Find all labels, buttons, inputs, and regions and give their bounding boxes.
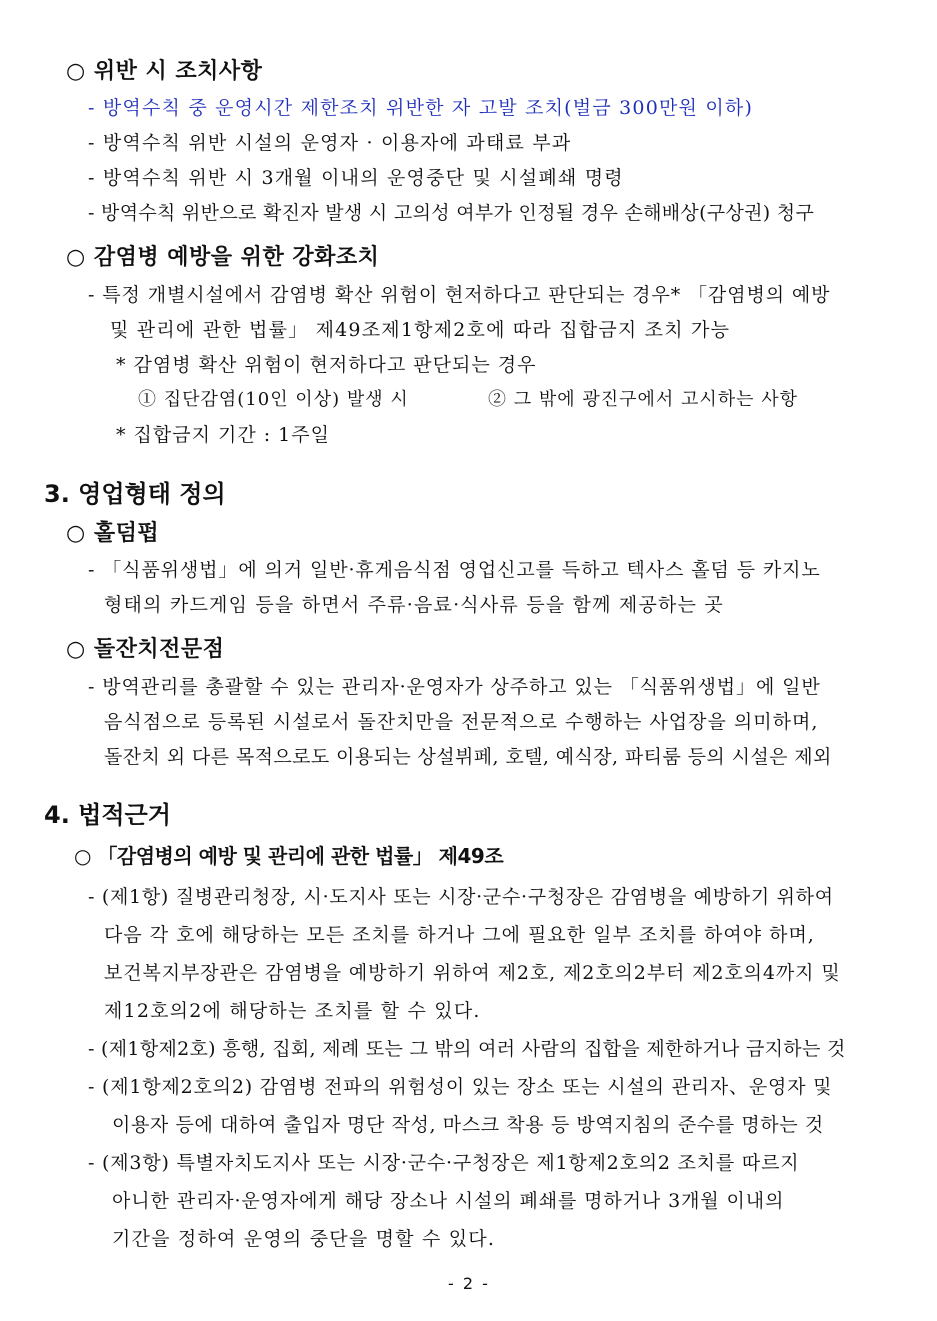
dol-heading: ○ 돌잔치전문점 xyxy=(66,637,225,662)
violation-item-1: - 방역수칙 중 운영시간 제한조치 위반한 자 고발 조치(벌금 300만원 이하) xyxy=(88,97,754,119)
holdem-line-1: - 「식품위생법」에 의거 일반·휴게음식점 영업신고를 득하고 텍사스 홀덤 등 카지노 xyxy=(88,559,821,581)
strengthening-note-1: * 감염병 확산 위험이 현저하다고 판단되는 경우 xyxy=(116,354,537,376)
dol-line-1: - 방역관리를 총괄할 수 있는 관리자·운영자가 상주하고 있는 「식품위생법」에 일반 xyxy=(88,676,821,698)
law-para-4-line-1: - (제3항) 특별자치도지사 또는 시장·군수·구청장은 제1항제2호의2 조치를 따르지 xyxy=(88,1152,800,1174)
strengthening-note-1b: ② 그 밖에 광진구에서 고시하는 사항 xyxy=(488,389,799,410)
strengthening-line-1: - 특정 개별시설에서 감염병 확산 위험이 현저하다고 판단되는 경우* 「감염병의 예방 xyxy=(88,284,831,306)
law-para-1-line-1: - (제1항) 질병관리청장, 시·도지사 또는 시장·군수·구청장은 감염병을 예방하기 위하여 xyxy=(88,886,834,908)
law-para-1-line-2: 다음 각 호에 해당하는 모든 조치를 하거나 그에 필요한 일부 조치를 하여야 하며, xyxy=(104,924,815,946)
dol-line-3: 돌잔치 외 다른 목적으로도 이용되는 상설뷔페, 호텔, 예식장, 파티룸 등의 시설은 제외 xyxy=(104,746,832,768)
strengthening-note-1a: ① 집단감염(10인 이상) 발생 시 xyxy=(138,389,409,410)
section-4-title: 4. 법적근거 xyxy=(44,801,171,829)
law-para-3-line-2: 이용자 등에 대하여 출입자 명단 작성, 마스크 착용 등 방역지침의 준수를 명하는 것 xyxy=(112,1114,824,1136)
law-para-4-line-2: 아니한 관리자·운영자에게 해당 장소나 시설의 폐쇄를 명하거나 3개월 이내의 xyxy=(112,1190,785,1212)
law-para-4-line-3: 기간을 정하여 운영의 중단을 명할 수 있다. xyxy=(112,1228,496,1250)
strengthening-note-2: * 집합금지 기간 : 1주일 xyxy=(116,424,330,446)
holdem-heading: ○ 홀덤펍 xyxy=(66,521,160,546)
section-3-title: 3. 영업형태 정의 xyxy=(44,480,226,508)
page-number: - 2 - xyxy=(448,1274,490,1293)
law-para-1-line-4: 제12호의2에 해당하는 조치를 할 수 있다. xyxy=(104,1000,481,1022)
holdem-line-2: 형태의 카드게임 등을 하면서 주류·음료·식사류 등을 함께 제공하는 곳 xyxy=(104,594,724,616)
strengthening-line-2: 및 관리에 관한 법률」 제49조제1항제2호에 따라 집합금지 조치 가능 xyxy=(110,319,731,341)
violation-measures-heading: ○ 위반 시 조치사항 xyxy=(66,59,263,84)
dol-line-2: 음식점으로 등록된 시설로서 돌잔치만을 전문적으로 수행하는 사업장을 의미하며, xyxy=(104,711,819,733)
strengthening-heading: ○ 감염병 예방을 위한 강화조치 xyxy=(66,245,380,270)
violation-item-3: - 방역수칙 위반 시 3개월 이내의 운영중단 및 시설폐쇄 명령 xyxy=(88,167,624,189)
violation-item-4: - 방역수칙 위반으로 확진자 발생 시 고의성 여부가 인정될 경우 손해배상(구상권) 청구 xyxy=(88,202,815,224)
law-para-3-line-1: - (제1항제2호의2) 감염병 전파의 위험성이 있는 장소 또는 시설의 관리자、운영자 및 xyxy=(88,1076,833,1098)
violation-item-2: - 방역수칙 위반 시설의 운영자 · 이용자에 과태료 부과 xyxy=(88,132,572,154)
law-para-1-line-3: 보건복지부장관은 감염병을 예방하기 위하여 제2호, 제2호의2부터 제2호의4까지 및 xyxy=(104,962,841,984)
law-para-2: - (제1항제2호) 흥행, 집회, 제례 또는 그 밖의 여러 사람의 집합을 제한하거나 금지하는 것 xyxy=(88,1038,846,1060)
law-heading: ○ 「감염병의 예방 및 관리에 관한 법률」 제49조 xyxy=(74,844,504,868)
